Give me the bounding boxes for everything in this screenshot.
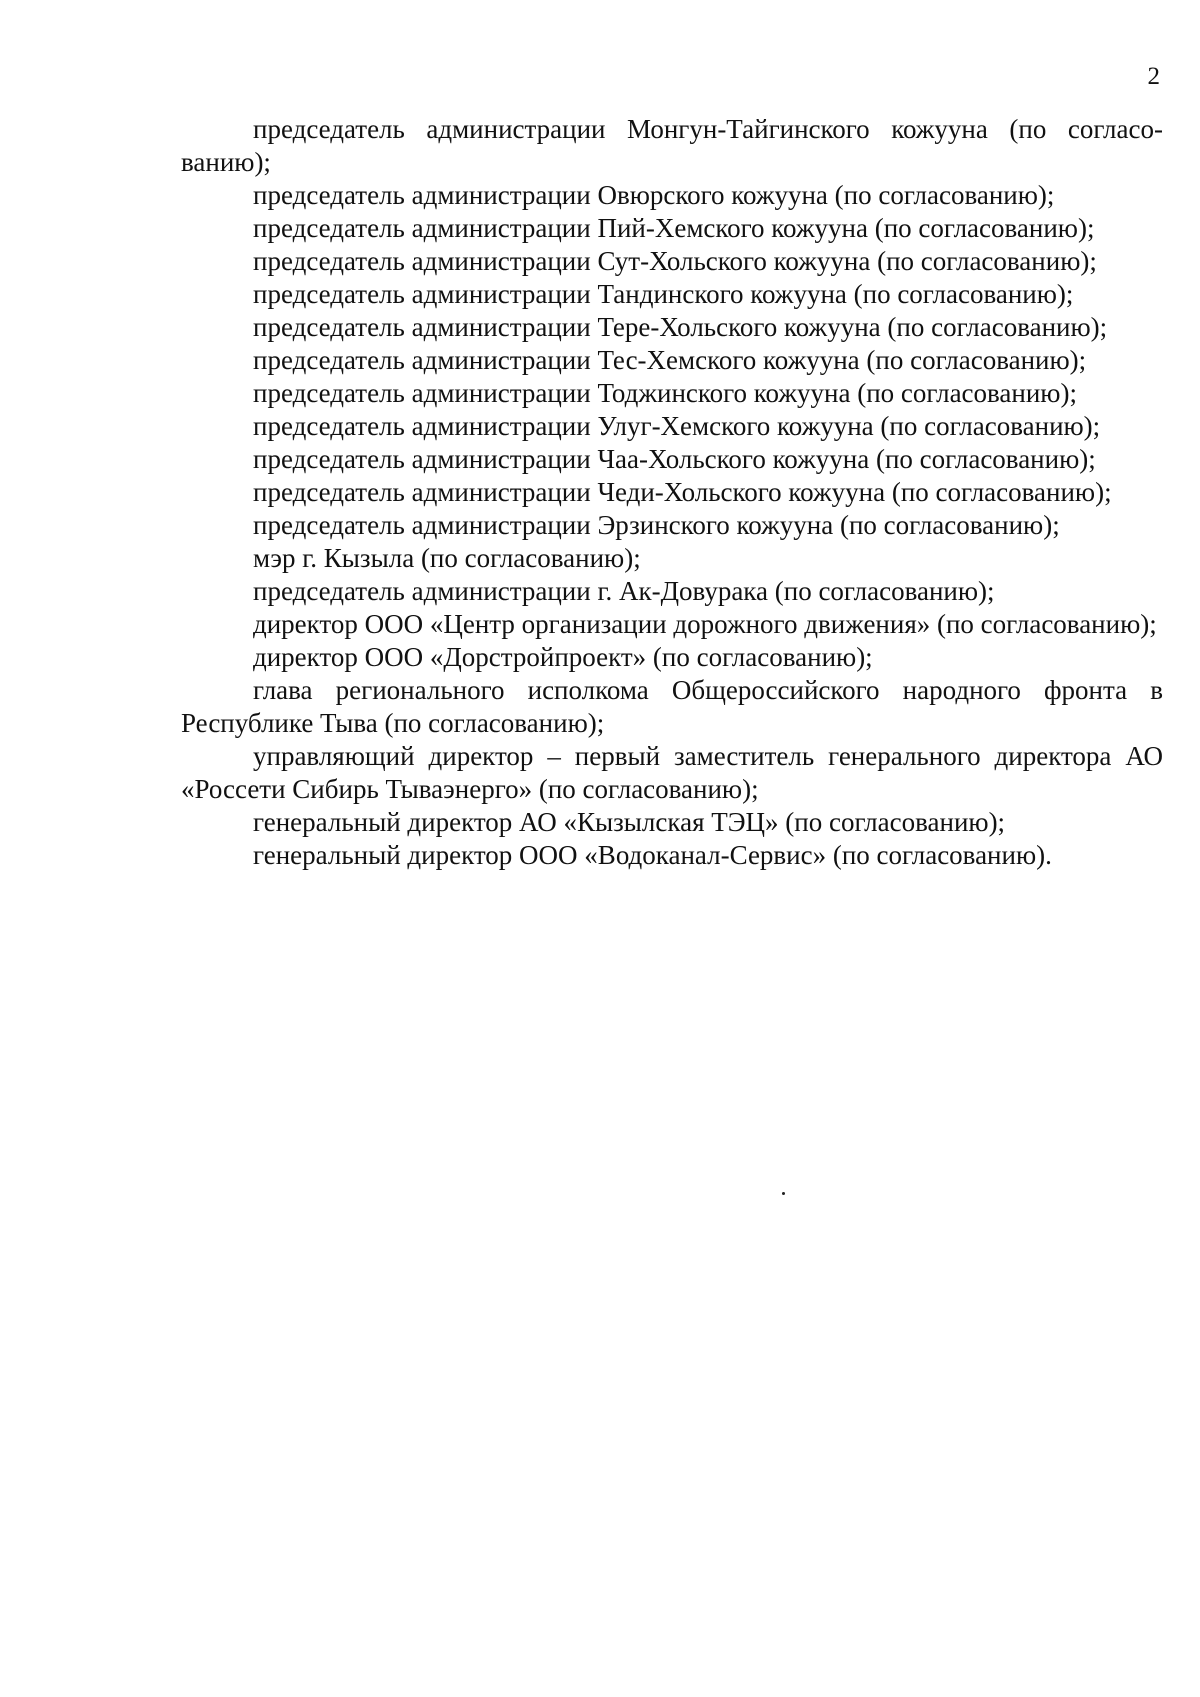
list-item: председатель администрации Эрзинского кожууна (по согласованию);	[253, 510, 1060, 540]
list-item: председатель администрации Тес-Хемского кожууна (по согласованию);	[253, 345, 1087, 375]
list-item: председатель администрации Тоджинского кожууна (по согласованию);	[253, 378, 1077, 408]
list-item: управляющий директор – первый заместитель генерального директора АО «Россети Сибирь Тываэнерго» (по согласованию);	[181, 741, 1163, 804]
list-item: председатель администрации Чеди-Хольского кожууна (по согласованию);	[253, 477, 1112, 507]
list-item: директор ООО «Центр организации дорожного движения» (по согласованию);	[253, 609, 1157, 639]
page-number: 2	[1147, 63, 1160, 90]
list-item: председатель администрации Улуг-Хемского кожууна (по согласованию);	[253, 411, 1101, 441]
list-item: глава регионального исполкома Общероссийского народного фронта в Республике Тыва (по согласованию);	[181, 675, 1163, 738]
scan-speck	[782, 1192, 785, 1195]
list-item: председатель администрации Чаа-Хольского кожууна (по согласованию);	[253, 444, 1096, 474]
list-item: председатель администрации г. Ак-Довурака (по согласованию);	[253, 576, 995, 606]
list-item: мэр г. Кызыла (по согласованию);	[253, 543, 641, 573]
list-item: директор ООО «Дорстройпроект» (по согласованию);	[253, 642, 873, 672]
member-list	[181, 113, 1163, 872]
list-item: генеральный директор АО «Кызылская ТЭЦ» (по согласованию);	[253, 807, 1006, 837]
list-item: председатель администрации Сут-Хольского кожууна (по согласованию);	[253, 246, 1097, 276]
list-item: генеральный директор ООО «Водоканал-Сервис» (по согласованию).	[253, 840, 1052, 870]
list-item: председатель администрации Овюрского кожууна (по согласованию);	[253, 180, 1055, 210]
list-item: председатель администрации Пий-Хемского кожууна (по согласованию);	[253, 213, 1095, 243]
list-item: председатель администрации Тере-Хольского кожууна (по согласованию);	[253, 312, 1108, 342]
list-item: председатель администрации Монгун-Тайгинского кожууна (по согласованию);	[181, 114, 1163, 177]
list-item: председатель администрации Тандинского кожууна (по согласованию);	[253, 279, 1074, 309]
